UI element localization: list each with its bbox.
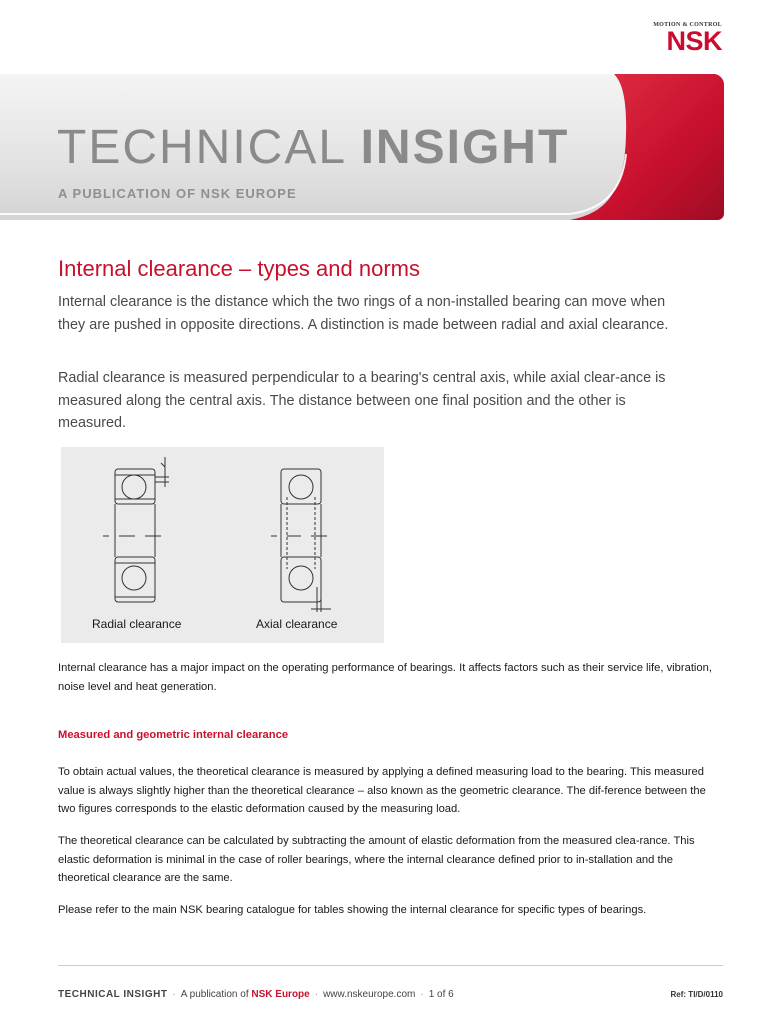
body-paragraph-2: To obtain actual values, the theoretical clearance is measured by applying a defined measuring load to the bearing. This measured value is always slightly higher than the theoretical clearance – also known as the geometric clearance. The dif-ference between the two figures corresponds to the elastic deformation caused by the measuring load.	[58, 766, 706, 815]
footer-label: TECHNICAL INSIGHT	[58, 989, 168, 1000]
logo-tagline: MOTION & CONTROL	[653, 22, 722, 28]
intro-paragraph-2: Radial clearance is measured perpendicular to a bearing's central axis, while axial clear-ance is measured along the central axis. The distance between one final position and the other is measured.	[58, 370, 666, 431]
page-number: 1 of 6	[428, 989, 454, 1000]
footer-publication-prefix: A publication of	[180, 989, 252, 1000]
article-title: Internal clearance – types and norms	[58, 256, 420, 281]
intro-paragraph-1: Internal clearance is the distance which the two rings of a non-installed bearing can move when they are pushed in opposite directions. A distinction is made between radial and axial clearance.	[58, 294, 669, 333]
document-reference: Ref: TI/D/0110	[670, 990, 723, 999]
clearance-figure	[61, 447, 384, 643]
section-heading: Measured and geometric internal clearance	[58, 729, 289, 741]
banner-title: TECHNICAL INSIGHT	[57, 121, 570, 174]
footer-publisher: NSK Europe	[251, 989, 310, 1000]
footer-url-link[interactable]: www.nskeurope.com	[323, 989, 416, 1000]
axial-bearing-diagram	[271, 469, 331, 612]
body-paragraph-4: Please refer to the main NSK bearing catalogue for tables showing the internal clearance for specific types of bearings.	[58, 904, 647, 916]
footer-divider	[58, 965, 723, 966]
caption-axial-clearance: Axial clearance	[256, 617, 338, 631]
nsk-logo	[653, 22, 722, 54]
banner-subtitle: A PUBLICATION OF NSK EUROPE	[58, 186, 297, 201]
banner-title-bold: INSIGHT	[360, 121, 570, 174]
logo-mark: NSK	[666, 26, 722, 56]
footer: TECHNICAL INSIGHT · A publication of NSK Europe · www.nskeurope.com · 1 of 6	[58, 989, 454, 1000]
radial-bearing-diagram	[103, 457, 169, 602]
body-paragraph-3: The theoretical clearance can be calculated by subtracting the amount of elastic deformation from the measured clea-rance. This elastic deformation is minimal in the case of roller bearings, where the internal clearance defined prior to in-stallation and the theoretical clearance are the same.	[58, 835, 695, 884]
caption-radial-clearance: Radial clearance	[92, 617, 182, 631]
body-paragraph-1: Internal clearance has a major impact on the operating performance of bearings. It affects factors such as their service life, vibration, noise level and heat generation.	[58, 662, 712, 693]
bearing-diagrams	[61, 447, 384, 617]
